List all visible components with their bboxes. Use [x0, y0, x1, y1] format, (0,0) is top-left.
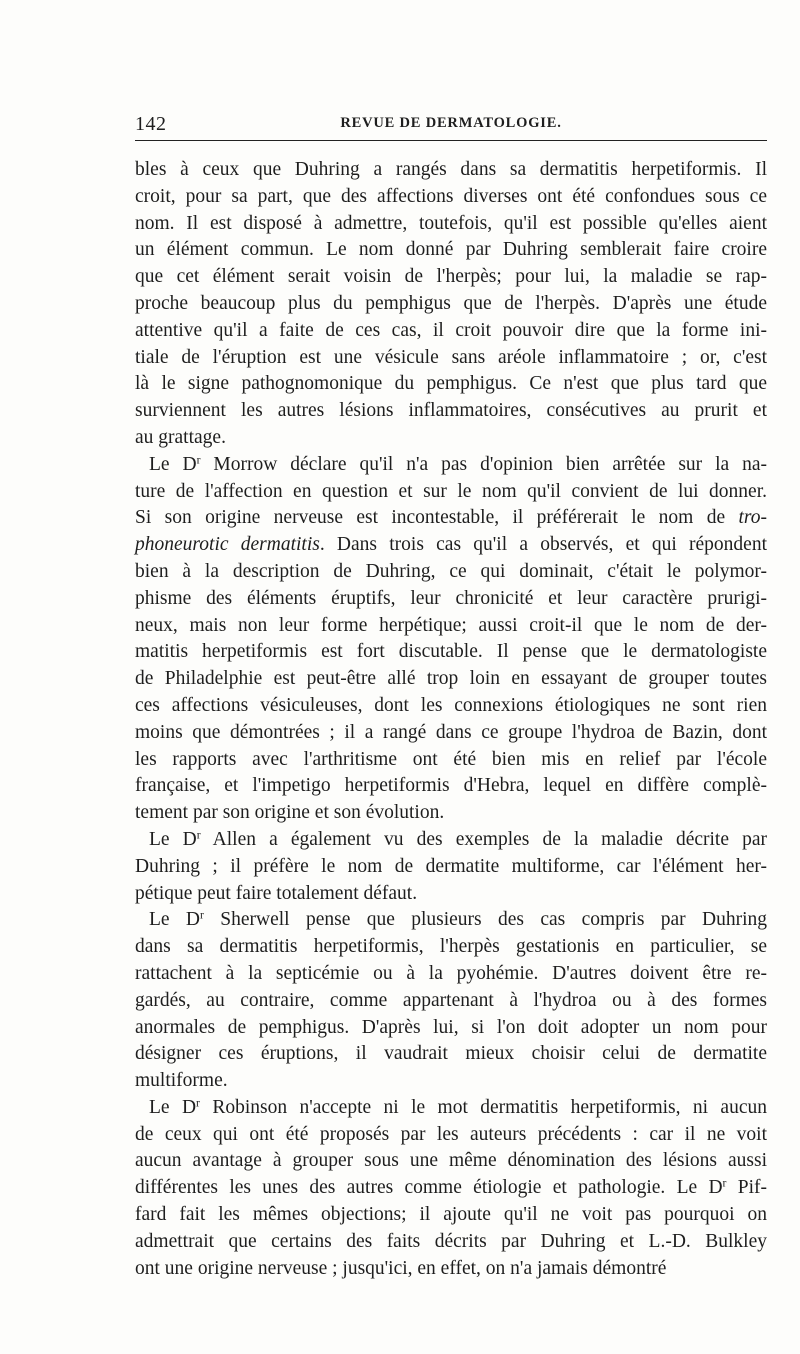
- superscript: r: [196, 1096, 200, 1110]
- text-line: fard fait les mêmes objections; il ajoute qu'il ne voit pas pourquoi on: [135, 1204, 767, 1226]
- italic-term: tro-: [738, 507, 767, 529]
- text-line: anormales de pemphigus. D'après lui, si l'on doit adopter un nom pour: [135, 1016, 767, 1038]
- text-line: [135, 1175, 767, 1202]
- text-run: Si son origine nerveuse est incontestable, il préférerait le nom de: [135, 507, 739, 529]
- superscript: r: [200, 908, 204, 922]
- text-line: bien à la description de Duhring, ce qui dominait, c'était le polymor-: [135, 560, 767, 582]
- text-line: rattachent à la septicémie ou à la pyohémie. D'autres doivent être re-: [135, 962, 767, 984]
- text-run: Robinson n'accepte ni le mot dermatitis herpetiformis, ni aucun: [199, 1096, 767, 1118]
- text-line: ont une origine nerveuse ; jusqu'ici, en effet, on n'a jamais démontré: [135, 1257, 667, 1279]
- text-run: Pif-: [726, 1177, 768, 1199]
- text-line: ture de l'affection en question et sur le nom qu'il convient de lui donner.: [135, 480, 767, 502]
- text-run: Morrow déclare qu'il n'a pas d'opinion bien arrêtée sur la na-: [200, 453, 767, 475]
- italic-term: phoneurotic dermatitis: [135, 534, 320, 556]
- text-line: attentive qu'il a faite de ces cas, il croit pouvoir dire que la forme ini-: [135, 319, 767, 341]
- text-line: tiale de l'éruption est une vésicule sans aréole inflammatoire ; or, c'est: [135, 346, 767, 368]
- text-line: un élément commun. Le nom donné par Duhring semblerait faire croire: [135, 239, 767, 261]
- text-line: [135, 1095, 767, 1122]
- header-rule: [135, 140, 767, 141]
- text-line: admettrait que certains des faits décrits par Duhring et L.-D. Bulkley: [135, 1230, 767, 1252]
- text-line: croit, pour sa part, que des affections diverses ont été confondues sous ce: [135, 185, 767, 207]
- page-number: 142: [135, 113, 167, 135]
- text-line: surviennent les autres lésions inflammatoires, consécutives au prurit et: [135, 400, 767, 422]
- superscript: r: [196, 453, 201, 467]
- text-run: Sherwell pense que plusieurs des cas compris par Duhring: [203, 909, 768, 931]
- text-line: française, et l'impetigo herpetiformis d'Hebra, lequel en diffère complè-: [135, 775, 767, 797]
- text-line: [135, 452, 767, 479]
- text-run: Le D: [149, 909, 201, 931]
- text-line: bles à ceux que Duhring a rangés dans sa dermatitis herpetiformis. Il: [135, 159, 767, 180]
- text-line: moins que démontrées ; il a rangé dans ce groupe l'hydroa de Bazin, dont: [135, 721, 767, 743]
- text-line: phisme des éléments éruptifs, leur chronicité et leur caractère prurigi-: [135, 587, 767, 609]
- body-text: [135, 157, 767, 1282]
- text-line: désigner ces éruptions, il vaudrait mieux choisir celui de dermatite: [135, 1043, 767, 1065]
- text-line: ces affections vésiculeuses, dont les connexions étiologiques ne sont rien: [135, 694, 767, 716]
- text-run: Le D: [149, 828, 197, 850]
- running-head: [135, 113, 767, 135]
- text-line: neux, mais non leur forme herpétique; aussi croit-il que le nom de der-: [135, 614, 767, 636]
- text-line: [135, 907, 767, 934]
- text-line: les rapports avec l'arthritisme ont été bien mis en relief par l'école: [135, 748, 767, 770]
- text-line: aucun avantage à grouper sous une même dénomination des lésions aussi: [135, 1150, 767, 1172]
- text-line: [135, 505, 767, 532]
- text-line: [135, 827, 767, 854]
- superscript: r: [196, 828, 201, 842]
- text-line: pétique peut faire totalement défaut.: [135, 882, 418, 904]
- text-line: matitis herpetiformis est fort discutable. Il pense que le dermatologiste: [135, 641, 767, 663]
- text-run: Le D: [149, 1096, 197, 1118]
- text-line: tement par son origine et son évolution.: [135, 802, 445, 824]
- text-line: là le signe pathognomonique du pemphigus. Ce n'est que plus tard que: [135, 373, 767, 395]
- text-run: Le D: [149, 453, 197, 475]
- text-line: au grattage.: [135, 426, 226, 448]
- text-line: de Philadelphie est peut-être allé trop loin en essayant de grouper toutes: [135, 668, 767, 690]
- text-line: dans sa dermatitis herpetiformis, l'herpès gestationis en particulier, se: [135, 936, 767, 958]
- text-run: différentes les unes des autres comme étiologie et pathologie. Le D: [135, 1177, 723, 1199]
- journal-title: REVUE DE DERMATOLOGIE.: [340, 115, 562, 131]
- text-line: que cet élément serait voisin de l'herpès; pour lui, la maladie se rap-: [135, 266, 767, 288]
- text-run: . Dans trois cas qu'il a observés, et qui répondent: [319, 534, 767, 556]
- text-run: Allen a également vu des exemples de la maladie décrite par: [200, 828, 767, 850]
- text-line: multiforme.: [135, 1070, 228, 1092]
- text-line: de ceux qui ont été proposés par les auteurs précédents : car il ne voit: [135, 1123, 767, 1145]
- text-line: nom. Il est disposé à admettre, toutefois, qu'il est possible qu'elles aient: [135, 212, 767, 234]
- text-line: gardés, au contraire, comme appartenant à l'hydroa ou à des formes: [135, 989, 767, 1011]
- superscript: r: [722, 1176, 727, 1190]
- text-line: [135, 532, 767, 559]
- text-line: proche beaucoup plus du pemphigus que de l'herpès. D'après une étude: [135, 292, 767, 314]
- text-line: Duhring ; il préfère le nom de dermatite multiforme, car l'élément her-: [135, 855, 767, 877]
